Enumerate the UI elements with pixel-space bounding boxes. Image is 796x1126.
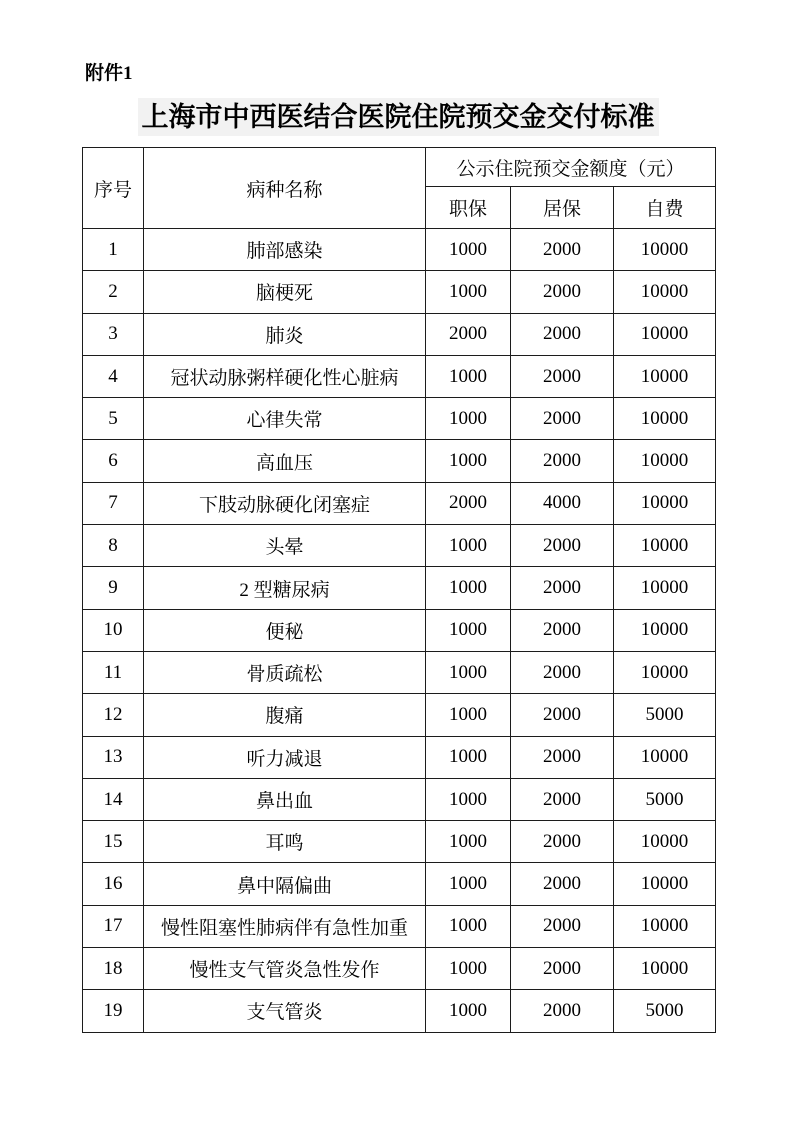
table-row xyxy=(83,736,716,778)
table-body xyxy=(83,229,716,1033)
self-pay-amount-cell: 10000 xyxy=(614,651,716,693)
employee-insurance-amount-cell: 1000 xyxy=(426,905,511,947)
row-number-cell: 8 xyxy=(83,525,144,567)
self-pay-amount-cell: 10000 xyxy=(614,821,716,863)
disease-name-cell: 肺部感染 xyxy=(144,229,426,271)
disease-name-cell: 耳鸣 xyxy=(144,821,426,863)
employee-insurance-amount-cell: 1000 xyxy=(426,567,511,609)
row-number-cell: 12 xyxy=(83,694,144,736)
self-pay-amount-cell: 10000 xyxy=(614,440,716,482)
table-row xyxy=(83,525,716,567)
table-row xyxy=(83,355,716,397)
table-row xyxy=(83,651,716,693)
row-number-cell: 16 xyxy=(83,863,144,905)
employee-insurance-amount-cell: 2000 xyxy=(426,482,511,524)
table-row xyxy=(83,905,716,947)
employee-insurance-amount-cell: 1000 xyxy=(426,990,511,1032)
row-number-cell: 3 xyxy=(83,313,144,355)
self-pay-amount-cell: 10000 xyxy=(614,609,716,651)
row-number-cell: 9 xyxy=(83,567,144,609)
header-row-number: 序号 xyxy=(83,148,144,229)
deposit-standards-table xyxy=(82,147,716,1033)
self-pay-amount-cell: 10000 xyxy=(614,355,716,397)
disease-name-cell: 肺炎 xyxy=(144,313,426,355)
header-disease-name: 病种名称 xyxy=(144,148,426,229)
row-number-cell: 15 xyxy=(83,821,144,863)
disease-name-cell: 腹痛 xyxy=(144,694,426,736)
resident-insurance-amount-cell: 2000 xyxy=(511,609,614,651)
disease-name-cell: 头晕 xyxy=(144,525,426,567)
disease-name-cell: 2 型糖尿病 xyxy=(144,567,426,609)
self-pay-amount-cell: 10000 xyxy=(614,482,716,524)
resident-insurance-amount-cell: 2000 xyxy=(511,821,614,863)
row-number-cell: 5 xyxy=(83,398,144,440)
header-amount-group: 公示住院预交金额度（元） xyxy=(426,148,716,187)
table-row xyxy=(83,440,716,482)
row-number-cell: 1 xyxy=(83,229,144,271)
employee-insurance-amount-cell: 1000 xyxy=(426,271,511,313)
self-pay-amount-cell: 10000 xyxy=(614,948,716,990)
row-number-cell: 2 xyxy=(83,271,144,313)
table-row xyxy=(83,694,716,736)
employee-insurance-amount-cell: 1000 xyxy=(426,355,511,397)
employee-insurance-amount-cell: 1000 xyxy=(426,694,511,736)
table-row xyxy=(83,821,716,863)
row-number-cell: 7 xyxy=(83,482,144,524)
table-row xyxy=(83,778,716,820)
employee-insurance-amount-cell: 1000 xyxy=(426,651,511,693)
resident-insurance-amount-cell: 2000 xyxy=(511,694,614,736)
table-row xyxy=(83,990,716,1032)
employee-insurance-amount-cell: 2000 xyxy=(426,313,511,355)
disease-name-cell: 冠状动脉粥样硬化性心脏病 xyxy=(144,355,426,397)
self-pay-amount-cell: 10000 xyxy=(614,229,716,271)
row-number-cell: 18 xyxy=(83,948,144,990)
resident-insurance-amount-cell: 2000 xyxy=(511,778,614,820)
attachment-label: 附件1 xyxy=(85,63,133,84)
row-number-cell: 4 xyxy=(83,355,144,397)
table-row xyxy=(83,229,716,271)
table-row xyxy=(83,398,716,440)
page-title: 上海市中西医结合医院住院预交金交付标准 xyxy=(138,98,659,136)
self-pay-amount-cell: 10000 xyxy=(614,525,716,567)
disease-name-cell: 心律失常 xyxy=(144,398,426,440)
header-employee-insurance: 职保 xyxy=(426,187,511,229)
resident-insurance-amount-cell: 2000 xyxy=(511,736,614,778)
self-pay-amount-cell: 10000 xyxy=(614,905,716,947)
disease-name-cell: 慢性阻塞性肺病伴有急性加重 xyxy=(144,905,426,947)
disease-name-cell: 鼻出血 xyxy=(144,778,426,820)
resident-insurance-amount-cell: 2000 xyxy=(511,440,614,482)
employee-insurance-amount-cell: 1000 xyxy=(426,398,511,440)
disease-name-cell: 鼻中隔偏曲 xyxy=(144,863,426,905)
resident-insurance-amount-cell: 2000 xyxy=(511,398,614,440)
row-number-cell: 6 xyxy=(83,440,144,482)
resident-insurance-amount-cell: 2000 xyxy=(511,863,614,905)
resident-insurance-amount-cell: 2000 xyxy=(511,355,614,397)
resident-insurance-amount-cell: 2000 xyxy=(511,948,614,990)
header-self-pay: 自费 xyxy=(614,187,716,229)
self-pay-amount-cell: 10000 xyxy=(614,567,716,609)
table-row xyxy=(83,271,716,313)
row-number-cell: 11 xyxy=(83,651,144,693)
table-header xyxy=(83,148,716,229)
row-number-cell: 19 xyxy=(83,990,144,1032)
employee-insurance-amount-cell: 1000 xyxy=(426,525,511,567)
table-row xyxy=(83,313,716,355)
title-container xyxy=(0,98,796,136)
disease-name-cell: 脑梗死 xyxy=(144,271,426,313)
resident-insurance-amount-cell: 2000 xyxy=(511,905,614,947)
self-pay-amount-cell: 10000 xyxy=(614,271,716,313)
header-resident-insurance: 居保 xyxy=(511,187,614,229)
table-row xyxy=(83,482,716,524)
self-pay-amount-cell: 5000 xyxy=(614,990,716,1032)
disease-name-cell: 骨质疏松 xyxy=(144,651,426,693)
resident-insurance-amount-cell: 2000 xyxy=(511,313,614,355)
employee-insurance-amount-cell: 1000 xyxy=(426,609,511,651)
self-pay-amount-cell: 10000 xyxy=(614,313,716,355)
resident-insurance-amount-cell: 4000 xyxy=(511,482,614,524)
row-number-cell: 10 xyxy=(83,609,144,651)
employee-insurance-amount-cell: 1000 xyxy=(426,229,511,271)
disease-name-cell: 下肢动脉硬化闭塞症 xyxy=(144,482,426,524)
table-row xyxy=(83,567,716,609)
row-number-cell: 17 xyxy=(83,905,144,947)
row-number-cell: 14 xyxy=(83,778,144,820)
resident-insurance-amount-cell: 2000 xyxy=(511,567,614,609)
resident-insurance-amount-cell: 2000 xyxy=(511,271,614,313)
employee-insurance-amount-cell: 1000 xyxy=(426,440,511,482)
self-pay-amount-cell: 10000 xyxy=(614,736,716,778)
self-pay-amount-cell: 5000 xyxy=(614,778,716,820)
self-pay-amount-cell: 5000 xyxy=(614,694,716,736)
disease-name-cell: 便秘 xyxy=(144,609,426,651)
disease-name-cell: 高血压 xyxy=(144,440,426,482)
resident-insurance-amount-cell: 2000 xyxy=(511,229,614,271)
resident-insurance-amount-cell: 2000 xyxy=(511,525,614,567)
employee-insurance-amount-cell: 1000 xyxy=(426,778,511,820)
resident-insurance-amount-cell: 2000 xyxy=(511,651,614,693)
disease-name-cell: 听力减退 xyxy=(144,736,426,778)
table-row xyxy=(83,863,716,905)
disease-name-cell: 支气管炎 xyxy=(144,990,426,1032)
table-row xyxy=(83,609,716,651)
row-number-cell: 13 xyxy=(83,736,144,778)
employee-insurance-amount-cell: 1000 xyxy=(426,736,511,778)
self-pay-amount-cell: 10000 xyxy=(614,863,716,905)
employee-insurance-amount-cell: 1000 xyxy=(426,863,511,905)
employee-insurance-amount-cell: 1000 xyxy=(426,821,511,863)
self-pay-amount-cell: 10000 xyxy=(614,398,716,440)
disease-name-cell: 慢性支气管炎急性发作 xyxy=(144,948,426,990)
table-row xyxy=(83,948,716,990)
resident-insurance-amount-cell: 2000 xyxy=(511,990,614,1032)
employee-insurance-amount-cell: 1000 xyxy=(426,948,511,990)
